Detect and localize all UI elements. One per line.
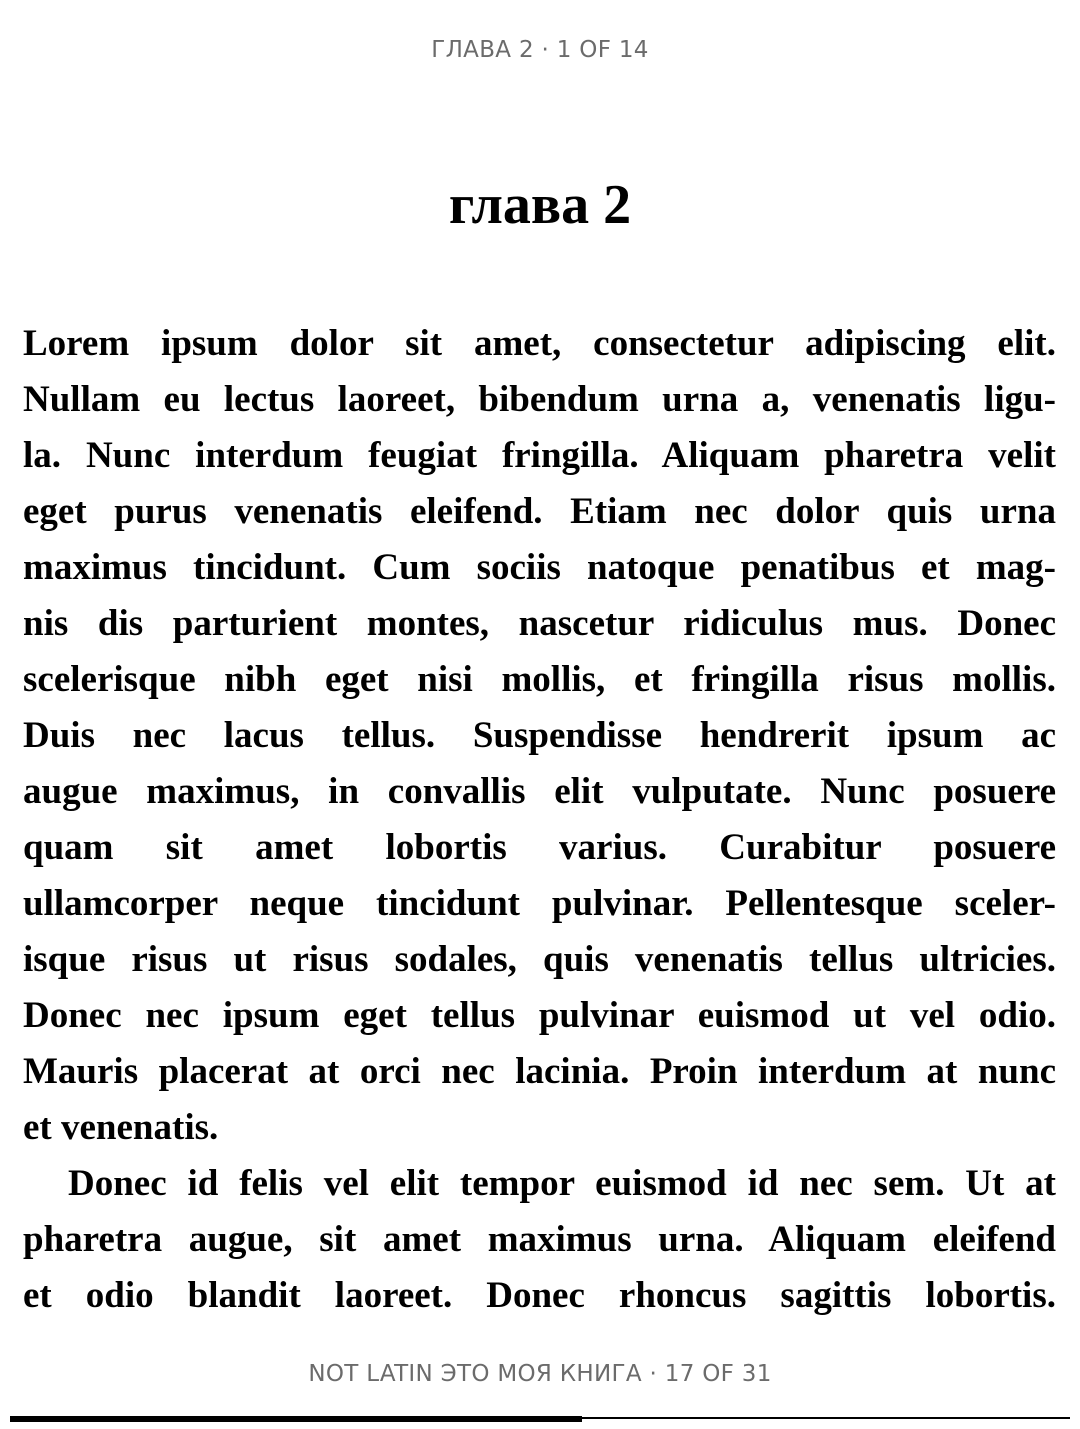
text-line: Donec nec ipsum eget tellus pulvinar euismod ut vel odio. <box>23 995 1056 1036</box>
header-separator: · <box>541 37 550 63</box>
footer-page-info: 17 OF 31 <box>664 1361 772 1387</box>
text-line: quam sit amet lobortis varius. Curabitur posuere <box>23 827 1056 868</box>
reading-area[interactable] <box>23 316 1056 1324</box>
footer-book-title: NOT LATIN ЭТО МОЯ КНИГА <box>308 1361 642 1387</box>
text-line: augue maximus, in convallis elit vulputate. Nunc posuere <box>23 771 1056 812</box>
text-line: scelerisque nibh eget nisi mollis, et fringilla risus mollis. <box>23 659 1056 700</box>
text-line: ullamcorper neque tincidunt pulvinar. Pellentesque sceler- <box>23 883 1056 924</box>
paragraph <box>23 316 1056 1156</box>
text-line: Nullam eu lectus laoreet, bibendum urna a, venenatis ligu- <box>23 379 1056 420</box>
text-line: et odio blandit laoreet. Donec rhoncus sagittis lobortis. <box>23 1275 1056 1316</box>
chapter-title: глава 2 <box>448 174 632 236</box>
reading-progress-fill <box>10 1416 582 1422</box>
chapter-header <box>0 34 1080 66</box>
footer-separator: · <box>649 1361 658 1387</box>
text-line: Mauris placerat at orci nec lacinia. Proin interdum at nunc <box>23 1051 1056 1092</box>
text-line: la. Nunc interdum feugiat fringilla. Aliquam pharetra velit <box>23 435 1056 476</box>
text-line: isque risus ut risus sodales, quis venenatis tellus ultricies. <box>23 939 1056 980</box>
text-line: Duis nec lacus tellus. Suspendisse hendrerit ipsum ac <box>23 715 1056 756</box>
text-line: Donec id felis vel elit tempor euismod id nec sem. Ut at <box>68 1163 1056 1204</box>
paragraph <box>23 1156 1056 1324</box>
text-line: et venenatis. <box>23 1107 219 1148</box>
text-line: Lorem ipsum dolor sit amet, consectetur adipiscing elit. <box>23 323 1056 364</box>
text-line: nis dis parturient montes, nascetur ridiculus mus. Donec <box>23 603 1056 644</box>
text-line: pharetra augue, sit amet maximus urna. Aliquam eleifend <box>23 1219 1056 1260</box>
book-footer <box>0 1358 1080 1390</box>
text-line: eget purus venenatis eleifend. Etiam nec dolor quis urna <box>23 491 1056 532</box>
text-line: maximus tincidunt. Cum sociis natoque penatibus et mag- <box>23 547 1056 588</box>
header-chapter-label: ГЛАВА 2 <box>431 37 534 63</box>
header-page-info: 1 OF 14 <box>556 37 649 63</box>
